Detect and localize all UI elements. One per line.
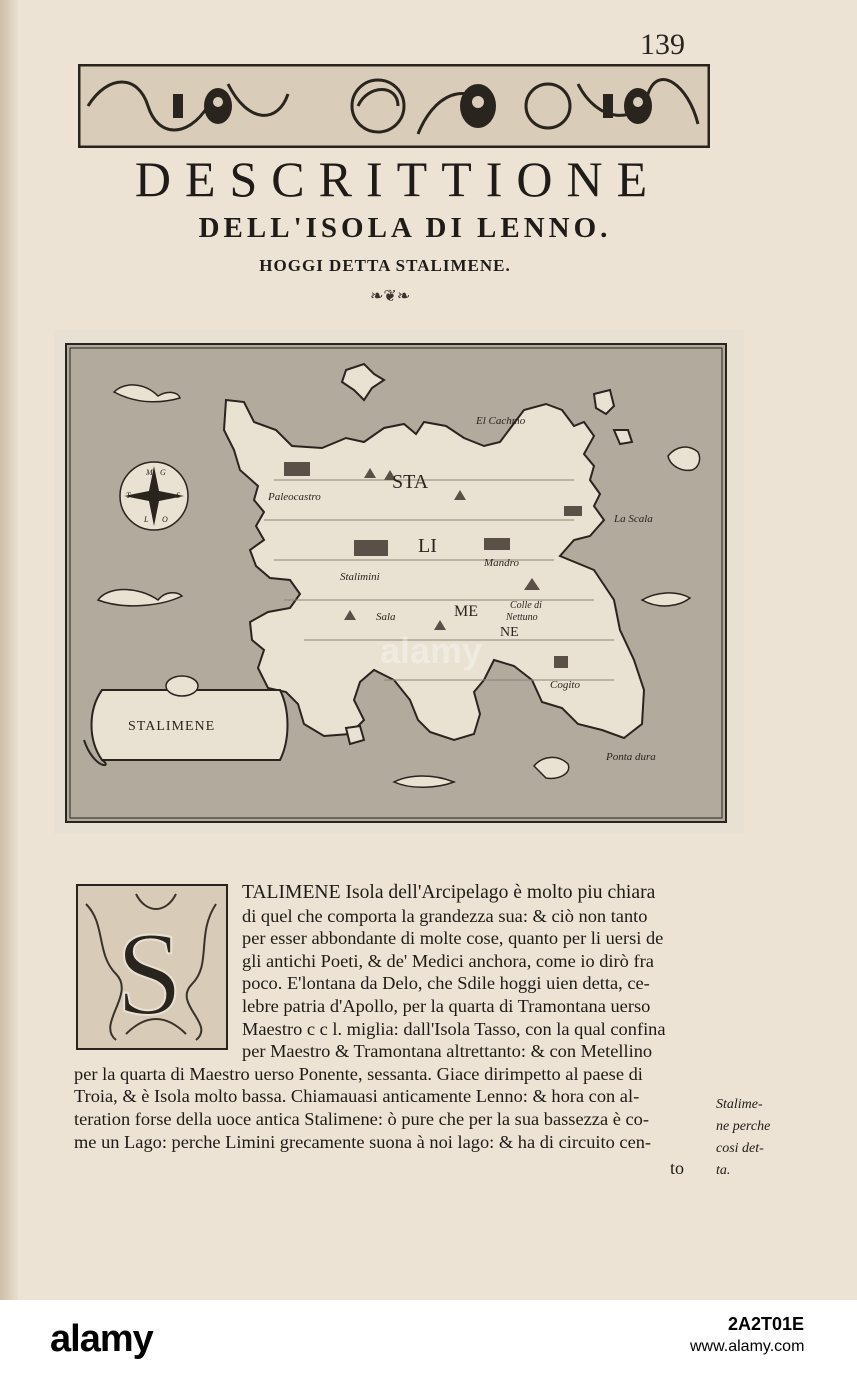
text-line: lebre patria d'Apollo, per la quarta di Tramontana uerso	[242, 995, 651, 1016]
map-label-sta: STA	[392, 471, 429, 493]
margin-note-line: ta.	[716, 1163, 731, 1178]
title-line-1: DESCRITTIONE	[134, 151, 662, 207]
engraved-map	[54, 330, 744, 834]
map-cartouche	[84, 676, 288, 765]
svg-text:S: S	[176, 491, 180, 500]
map-label-stalimini: Stalimini	[340, 571, 380, 583]
text-line: di quel che comporta la grandezza sua: & ciò non tanto	[242, 905, 648, 926]
svg-text:G: G	[160, 468, 166, 477]
text-line: gli antichi Poeti, & de' Medici anchora, come io dirò fra	[242, 950, 654, 971]
body-text	[74, 882, 714, 1153]
map-label-li: LI	[418, 535, 437, 557]
text-line: me un Lago: perche Limini grecamente suona à noi lago: & ha di circuito cen-	[74, 1131, 652, 1152]
map-label-cogito: Cogito	[550, 679, 580, 691]
svg-text:O: O	[162, 515, 168, 524]
map-label-mandro: Mandro	[484, 557, 520, 569]
page-number: 139	[640, 28, 685, 61]
map-label-me: ME	[454, 603, 478, 620]
map-label-sala: Sala	[376, 611, 396, 623]
text-line: teration forse della uoce antica Stalimene: ò pure che per la sua bassezza è co-	[74, 1108, 649, 1129]
margin-note-line: cosi det-	[716, 1141, 764, 1156]
text-line: per Maestro & Tramontana altrettanto: & con Metellino	[242, 1041, 653, 1062]
text-line: Troia, & è Isola molto bassa. Chiamauasi anticamente Lenno: & hora con al-	[74, 1086, 640, 1107]
title-line-2: DELL'ISOLA DI LENNO.	[198, 212, 612, 244]
map-label-nettuno: Nettuno	[506, 612, 538, 623]
watermark-url: www.alamy.com	[690, 1338, 805, 1355]
margin-note	[716, 1094, 796, 1182]
svg-text:L: L	[144, 515, 149, 524]
compass-rose	[120, 462, 188, 530]
cartouche-title: STALIMENE	[128, 719, 216, 734]
map-label-scala: La Scala	[614, 513, 653, 525]
island-shape	[224, 400, 644, 740]
ornamental-banner	[78, 64, 710, 148]
margin-note-line: ne perche	[716, 1119, 771, 1134]
svg-text:S: S	[116, 907, 183, 1040]
map-label-colle: Colle di	[510, 600, 542, 611]
map-label-ponta: Ponta dura	[606, 751, 656, 763]
margin-note-line: Stalime-	[716, 1097, 763, 1112]
text-line: Maestro c c l. miglia: dall'Isola Tasso, con la qual confina	[242, 1018, 666, 1039]
map-label-cachmo: El Cachmo	[476, 415, 526, 427]
map-label-ne: NE	[500, 625, 519, 640]
image-id: 2A2T01E	[728, 1314, 805, 1334]
text-line: per esser abbondante di molte cose, quanto per li uersi de	[242, 928, 664, 949]
text-line: poco. E'lontana da Delo, che Sdile hoggi uien detta, ce-	[242, 973, 650, 994]
svg-text:M: M	[146, 468, 153, 477]
svg-text:T: T	[126, 491, 131, 500]
watermark-overlay: alamy	[380, 630, 483, 671]
title-line-3: HOGGI DETTA STALIMENE.	[259, 256, 511, 275]
alamy-logo: alamy	[50, 1318, 153, 1360]
text-line: TALIMENE Isola dell'Arcipelago è molto piu chiara	[242, 882, 656, 903]
catchword: to	[670, 1158, 685, 1178]
map-label-paleocastro: Paleocastro	[268, 491, 321, 503]
flourish-ornament: ❧❦❧	[370, 288, 411, 305]
text-line: per la quarta di Maestro uerso Ponente, sessanta. Giace dirimpetto al paese di	[74, 1063, 643, 1084]
